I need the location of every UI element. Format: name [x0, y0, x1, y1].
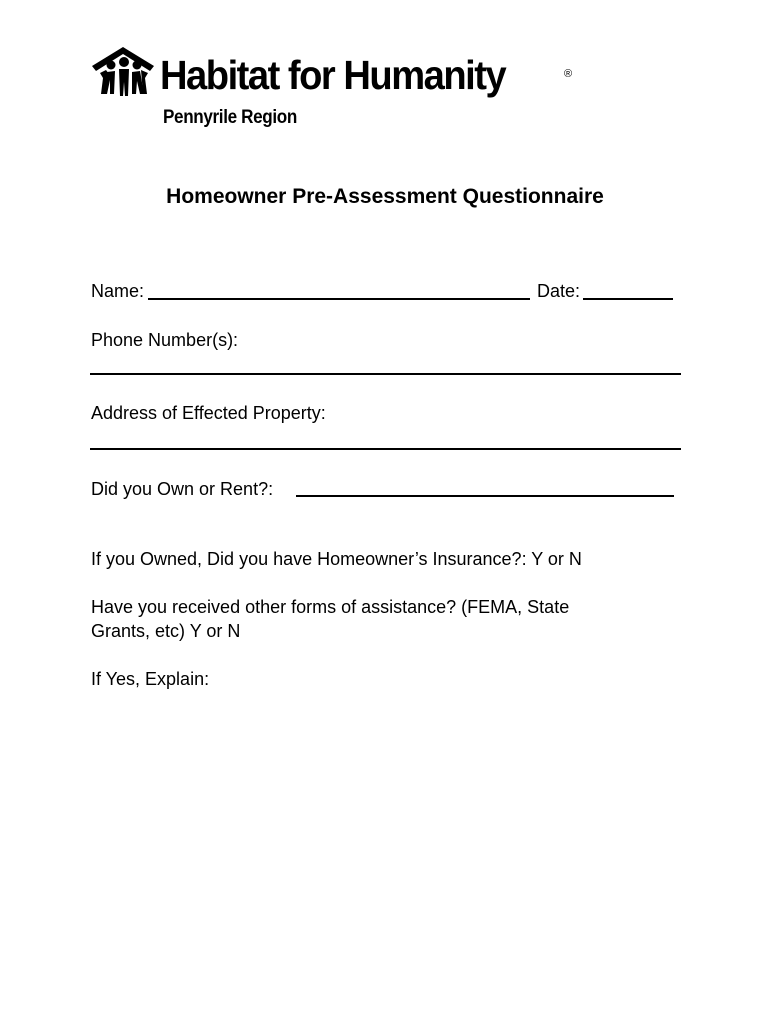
- page-title: Homeowner Pre-Assessment Questionnaire: [166, 185, 604, 208]
- date-field[interactable]: [583, 298, 673, 300]
- logo-name: Habitat for Humanity: [160, 52, 506, 98]
- registered-mark: ®: [564, 68, 573, 80]
- habitat-logo: [90, 44, 573, 134]
- own-rent-field[interactable]: [296, 495, 674, 497]
- logo-region: Pennyrile Region: [163, 107, 297, 128]
- own-rent-label: Did you Own or Rent?:: [91, 479, 274, 499]
- habitat-house-people-icon: [90, 44, 156, 98]
- insurance-question: If you Owned, Did you have Homeowner’s Insurance?: Y or N: [91, 549, 582, 569]
- name-field[interactable]: [148, 298, 530, 300]
- address-field[interactable]: [90, 448, 681, 450]
- assistance-question-line-1: Have you received other forms of assistance? (FEMA, State: [91, 597, 570, 617]
- address-label: Address of Effected Property:: [91, 403, 326, 423]
- assistance-question-line-2: Grants, etc) Y or N: [91, 621, 241, 641]
- explain-label: If Yes, Explain:: [91, 669, 210, 689]
- phone-label: Phone Number(s):: [91, 330, 239, 350]
- date-label: Date:: [537, 281, 581, 301]
- phone-field[interactable]: [90, 373, 681, 375]
- name-label: Name:: [91, 281, 145, 301]
